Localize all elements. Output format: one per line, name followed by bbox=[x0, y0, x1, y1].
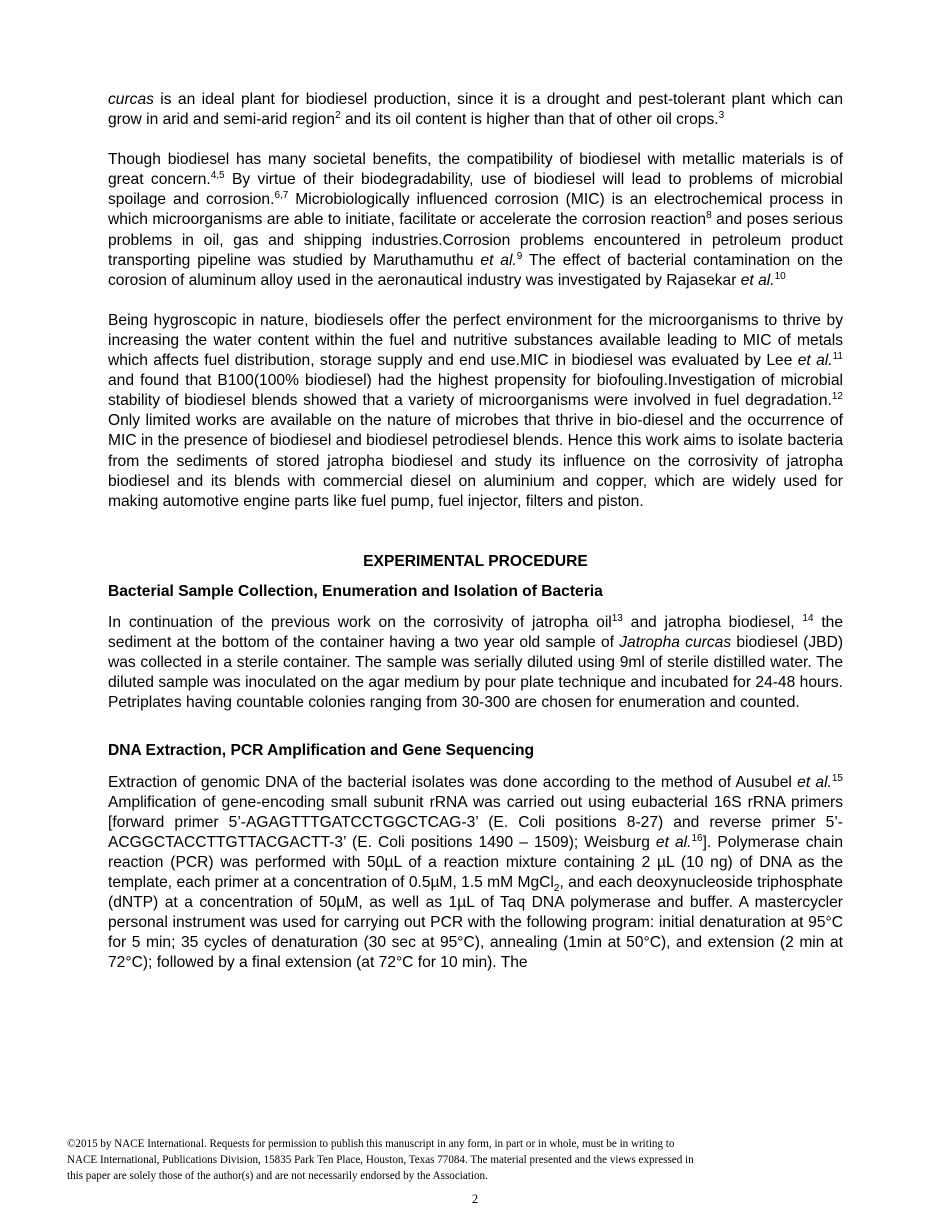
section-title: EXPERIMENTAL PROCEDURE bbox=[363, 552, 588, 570]
italic-term: et al. bbox=[797, 352, 833, 370]
text-run: Microbiologically influenced corrosion (MIC) is an electrochemical process in which microorganisms are able to initiate, facilitate or accelerate the corrosion reaction bbox=[108, 191, 843, 229]
page-number: 2 bbox=[471, 1192, 479, 1206]
subsection-title-sample-collection: Bacterial Sample Collection, Enumeration and Isolation of Bacteria bbox=[108, 582, 603, 600]
italic-term: et al. bbox=[797, 773, 832, 791]
copyright-footer bbox=[67, 1136, 827, 1185]
text-run: By virtue of their biodegradability, use of biodiesel will lead to problems of microbial spoilage and corrosion. bbox=[108, 171, 844, 209]
subscript: 2 bbox=[553, 883, 560, 894]
citation: 15 bbox=[831, 772, 843, 784]
text-run: and its oil content is higher than that of other oil crops. bbox=[340, 111, 719, 129]
citation: 11 bbox=[832, 351, 843, 363]
text-run: , and each deoxynucleoside triphosphate (dNTP) at a concentration of 50µM, as well as 1µL of Taq DNA polymerase and buffer. A mastercycler personal instrument was used for carrying out PCR with the following program: initial denaturation at 95°C for 5 min; 35 cycles of denaturation (30 sec at 95°C), annealing (1min at 50°C), and extension (2 min at 72°C); followed by a final extension (at 72°C for 10 min). The bbox=[108, 874, 843, 972]
citation: 8 bbox=[706, 210, 712, 222]
text-run: Being hygroscopic in nature, biodiesels offer the perfect environment for the microorganisms to thrive by increasing the water content within the fuel and nutritive substances available leading to MIC of metals which affects fuel distribution, storage supply and end use.MIC in biodiesel was evaluated by Lee bbox=[108, 311, 843, 370]
text-run: the sediment at the bottom of the container having a two year old sample of bbox=[108, 613, 844, 652]
text-run: The effect of bacterial contamination on the corosion of aluminum alloy used in the aeronautical industry was investigated by Rajasekar bbox=[108, 251, 843, 289]
italic-term: curcas bbox=[108, 91, 154, 108]
citation: 12 bbox=[831, 391, 843, 403]
paragraph-dna-extraction bbox=[108, 773, 843, 974]
subsection-title-dna-extraction: DNA Extraction, PCR Amplification and Gene Sequencing bbox=[108, 742, 534, 760]
citation: 14 bbox=[802, 612, 814, 624]
text-run: Only limited works are available on the nature of microbes that thrive in bio-diesel and the occurrence of MIC in the presence of biodiesel and biodiesel petrodiesel blends. Hence this work aims to isolate bacteria from the sediments of stored jatropha biodiesel and study its influence on the corrosivity of jatropha biodiesel and its blends with commercial diesel on aluminium and copper, which are widely used for making automotive engine parts like fuel pump, fuel injector, filters and piston. bbox=[108, 412, 843, 510]
footer-line: ©2015 by NACE International. Requests for permission to publish this manuscript in any form, in part or in whole, must be in writing to bbox=[67, 1138, 675, 1150]
citation: 10 bbox=[774, 270, 786, 282]
text-run: and poses serious problems in oil, gas and shipping industries.Corrosion problems encountered in petroleum product transporting pipeline was studied by Maruthamuthu bbox=[108, 211, 843, 269]
text-run: biodiesel (JBD) was collected in a sterile container. The sample was serially diluted using 9ml of sterile distilled water. The diluted sample was inoculated on the agar medium by pour plate technique and incubated for 24-48 hours. Petriplates having countable colonies ranging from 30-300 are chosen for enumeration and counted. bbox=[108, 634, 844, 712]
footer-line: NACE International, Publications Division, 15835 Park Ten Place, Houston, Texas 77084. The material presented and the views expressed in bbox=[67, 1154, 694, 1167]
paragraph-sample-collection bbox=[108, 613, 843, 713]
citation: 16 bbox=[691, 832, 703, 844]
text-run: and jatropha biodiesel, bbox=[622, 613, 803, 631]
citation: 4,5 bbox=[210, 170, 225, 182]
citation: 9 bbox=[516, 250, 523, 262]
text-run: Amplification of gene-encoding small subunit rRNA was carried out using eubacterial 16S rRNA primers [forward primer 5’-AGAGTTTGATCCTGGCTCAG-3’ (E. Coli positions 8-27) and reverse primer 5’-ACGGCTACCTTGTTACGACTT-3’ (E. Coli positions 1490 – 1509); Weisburg bbox=[108, 793, 843, 851]
paragraph-hygroscopic bbox=[108, 311, 843, 512]
text-run: and found that B100(100% biodiesel) had the highest propensity for biofouling.Investigation of microbial stability of biodiesel blends showed that a variety of microorganisms were involved in fuel degradation. bbox=[108, 372, 843, 410]
citation: 13 bbox=[611, 612, 623, 624]
footer-line: this paper are solely those of the author(s) and are not necessarily endorsed by the Association. bbox=[67, 1170, 488, 1183]
italic-term: et al. bbox=[740, 271, 775, 289]
citation: 2 bbox=[335, 110, 341, 122]
text-run: Though biodiesel has many societal benefits, the compatibility of biodiesel with metallic materials is of great concern. bbox=[108, 151, 843, 189]
italic-term: Jatropha curcas bbox=[619, 634, 732, 652]
citation: 3 bbox=[718, 110, 725, 122]
citation: 6,7 bbox=[274, 190, 289, 202]
text-run: ]. Polymerase chain reaction (PCR) was performed with 50µL of a reaction mixture containing 2 µL (10 ng) of DNA as the template, each primer at a concentration of 0.5µM, 1.5 mM MgCl bbox=[108, 833, 843, 891]
text-run: Extraction of genomic DNA of the bacterial isolates was done according to the method of Ausubel bbox=[108, 773, 798, 791]
paragraph-jatropha-intro bbox=[108, 90, 843, 130]
page-body bbox=[108, 90, 843, 973]
text-run: In continuation of the previous work on the corrosivity of jatropha oil bbox=[108, 613, 612, 631]
paragraph-biodiesel-compatibility bbox=[108, 150, 843, 291]
text-run: is an ideal plant for biodiesel production, since it is a drought and pest-tolerant plant which can grow in arid and semi-arid region bbox=[108, 91, 843, 129]
italic-term: et al. bbox=[655, 833, 692, 851]
italic-term: et al. bbox=[480, 251, 517, 269]
